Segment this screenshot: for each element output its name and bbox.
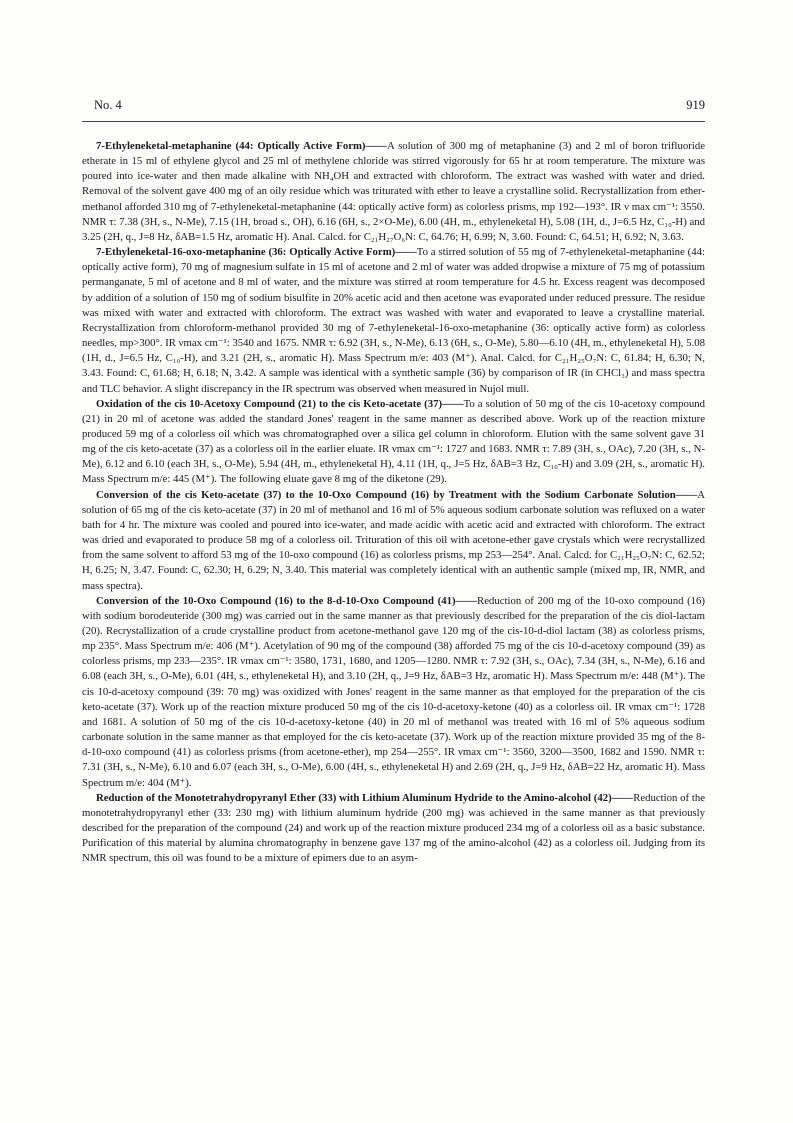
paragraph-title: Oxidation of the cis 10-Acetoxy Compound (21) to the cis Keto-acetate (37)—— bbox=[96, 397, 464, 410]
paragraph-title: Reduction of the Monotetrahydropyranyl Ether (33) with Lithium Aluminum Hydride to the Amino-alcohol (42)—— bbox=[96, 791, 634, 804]
paragraph-conversion-10-oxo bbox=[82, 594, 705, 791]
paragraph-oxidation-cis-acetoxy bbox=[82, 397, 705, 488]
paragraph-title: 7-Ethyleneketal-16-oxo-metaphanine (36: Optically Active Form)—— bbox=[96, 246, 417, 259]
page-number: 919 bbox=[686, 98, 705, 112]
running-header bbox=[82, 98, 705, 116]
paragraph-body: To a solution of 50 mg of the cis 10-acetoxy compound (21) in 20 ml of acetone was added the standard Jones' reagent in the same manner as described above. Work up of the reaction mixture produced 59 mg of a colorless oil which was chromatographed over a silica gel column in chloroform. Elution with the same solvent gave 31 mg of the cis keto-acetate (37) as a colorless oil in the earlier eluate. IR νmax cm⁻¹: 1727 and 1683. NMR τ: 7.89 (3H, s., OAc), 7.20 (3H, s., N-Me), 6.12 and 6.10 (each 3H, s., O-Me), 5.94 (4H, m., ethyleneketal H), 4.11 (1H, q., J=5 Hz, δAB=3 Hz, C₁₀-H) and 3.09 (2H, s., aromatic H). Mass Spectrum m/e: 445 (M⁺). The following eluate gave 8 mg of the diketone (29). bbox=[82, 397, 705, 486]
paragraph-body: A solution of 65 mg of the cis keto-acetate (37) in 20 ml of methanol and 16 ml of 5% aqueous sodium carbonate solution was refluxed on a water bath for 4 hr. The mixture was cooled and poured into ice-water, and made acidic with acetic acid and extracted with chloroform. The extract was dried and evaporated to produce 58 mg of a colorless oil. Trituration of this oil with acetone-ether gave crystals which were recrystallized from the same solvent to afford 53 mg of the 10-oxo compound (16) as colorless prisms, mp 253—254°. Anal. Calcd. for C₂₁H₂₅O₇N: C, 62.52; H, 6.25; N, 3.47. Found: C, 62.30; H, 6.29; N, 3.40. This material was completely identical with an authentic sample (mixed mp, IR, NMR, and mass spectra). bbox=[82, 488, 705, 592]
paragraph-16-oxo-metaphanine bbox=[82, 245, 705, 397]
paragraph-ethyleneketal-metaphanine bbox=[82, 139, 705, 245]
paragraph-body: To a stirred solution of 55 mg of 7-ethyleneketal-metaphanine (44: optically active form), 70 mg of magnesium sulfate in 15 ml of acetone and 2 ml of water was added dropwise a mixture of 75 mg of potassium permanganate, 5 ml of acetone and 8 ml of water, and the mixture was stirred at room temperature for 4.5 hr. Excess reagent was decomposed by addition of a solution of 150 mg of sodium bisulfite in 20% acetic acid and then acetone was evaporated under reduced pressure. The residue was mixed with water and extracted with chloroform. The extract was washed with water and evaporated to leave a crystalline material. Recrystallization from chloroform-methanol provided 30 mg of 7-ethyleneketal-16-oxo-metaphanine (36: optically active form) as colorless needles, mp>300°. IR νmax cm⁻¹: 3540 and 1675. NMR τ: 6.92 (3H, s., N-Me), 6.13 (6H, s., O-Me), 5.80—6.10 (4H, m., ethyleneketal H), 5.08 (1H, d., J=6.5 Hz, C₁₀-H), and 3.21 (2H, s., aromatic H). Mass Spectrum m/e: 403 (M⁺). Anal. Calcd. for C₂₁H₂₅O₇N: C, 61.84; H, 6.30; N, 3.43. Found: C, 61.68; H, 6.18; N, 3.42. A sample was identical with a synthetic sample (36) by comparison of IR (in CHCl₃) and mass spectra and TLC behavior. A slight discrepancy in the IR spectrum was observed when measured in Nujol mull. bbox=[82, 246, 705, 395]
paragraph-title: Conversion of the 10-Oxo Compound (16) to the 8-d-10-Oxo Compound (41)—— bbox=[96, 594, 478, 607]
paragraph-body: Reduction of the monotetrahydropyranyl ether (33: 230 mg) with lithium aluminum hydride (200 mg) was achieved in the same manner as that previously described for the preparation of the compound (24) and work up of the reaction mixture produced 234 mg of a colorless oil as a basic substance. Purification of this material by alumina chromatography in benzene gave 137 mg of the amino-alcohol (42) as a colorless oil. Judging from its NMR spectrum, this oil was found to be a mixture of epimers due to an asym- bbox=[82, 791, 706, 865]
experimental-section bbox=[82, 139, 705, 867]
paragraph-title: 7-Ethyleneketal-metaphanine (44: Optically Active Form)—— bbox=[96, 140, 388, 152]
paragraph-conversion-keto-acetate bbox=[82, 488, 705, 594]
paragraph-title: Conversion of the cis Keto-acetate (37) to the 10-Oxo Compound (16) by Treatment with the Sodium Carbonate Solution—— bbox=[96, 488, 698, 501]
paragraph-reduction-ether bbox=[82, 791, 705, 867]
issue-label: No. 4 bbox=[94, 98, 122, 112]
paragraph-body: Reduction of 200 mg of the 10-oxo compound (16) with sodium borodeuteride (300 mg) was carried out in the same manner as that previously described for the preparation of the cis diol-lactam (20). Recrystallization of a crude crystalline product from acetone-methanol gave 120 mg of the cis-10-d-diol lactam (38) as colorless prisms, mp 235°. Mass Spectrum m/e: 406 (M⁺). Acetylation of 90 mg of the compound (38) afforded 75 mg of the cis 10-d-acetoxy compound (39) as colorless prisms, mp 233—235°. IR νmax cm⁻¹: 3580, 1731, 1680, and 1205—1280. NMR τ: 7.92 (3H, s., OAc), 7.34 (3H, s., N-Me), 6.16 and 6.08 (each 3H, s., O-Me), 6.01 (4H, s., ethyleneketal H), and 3.10 (2H, q., J=9 Hz, δAB=3 Hz, aromatic H). Mass Spectrum m/e: 448 (M⁺). The cis 10-d-acetoxy compound (39: 70 mg) was oxidized with Jones' reagent in the same manner as that employed for the preparation of the cis keto-acetate (37). Work up of the reaction mixture produced 50 mg of the cis 10-d-acetoxy-ketone (40) as a colorless oil. IR νmax cm⁻¹: 1728 and 1681. A solution of 50 mg of the cis 10-d-acetoxy-ketone (40) in 20 ml of methanol was treated with 16 ml of 5% aqueous sodium carbonate solution in the same manner as that employed for the cis keto-acetate (37). Work up of the reaction mixture provided 35 mg of the 8-d-10-oxo compound (41) as colorless prisms (from acetone-ether), mp 254—255°. IR νmax cm⁻¹: 3560, 3200—3500, 1682 and 1590. NMR τ: 7.31 (3H, s., N-Me), 6.10 and 6.07 (each 3H, s., O-Me), 6.00 (4H, s., ethyleneketal H) and 2.69 (2H, q., J=9 Hz, δAB=22 Hz, aromatic H). Mass Spectrum m/e: 404 (M⁺). bbox=[82, 594, 706, 789]
header-rule bbox=[82, 121, 705, 122]
paragraph-body: A solution of 300 mg of metaphanine (3) and 2 ml of boron trifluoride etherate in 15 ml of ethylene glycol and 25 ml of methylene chloride was stirred vigorously for 65 hr at room temperature. The mixture was poured into ice-water and then made alkaline with NH₄OH and extracted with chloroform. The extract was washed with water and dried. Removal of the solvent gave 400 mg of an oily residue which was triturated with ether to leave a crystalline solid. Recrystallization from ether-methanol afforded 310 mg of 7-ethyleneketal-metaphanine (44: optically active form) as colorless prisms, mp 192—193°. IR ν max cm⁻¹: 3550. NMR τ: 7.38 (3H, s., N-Me), 7.15 (1H, broad s., OH), 6.16 (6H, s., 2×O-Me), 6.00 (4H, m., ethyleneketal H), 5.08 (1H, d., J=6.5 Hz, C₁₀-H) and 3.25 (2H, q., J=8 Hz, δAB=1.5 Hz, aromatic H). Anal. Calcd. for C₂₁H₂₇O₆N: C, 64.76; H, 6.99; N, 3.60. Found: C, 64.51; H, 6.92; N, 3.63. bbox=[82, 140, 706, 243]
